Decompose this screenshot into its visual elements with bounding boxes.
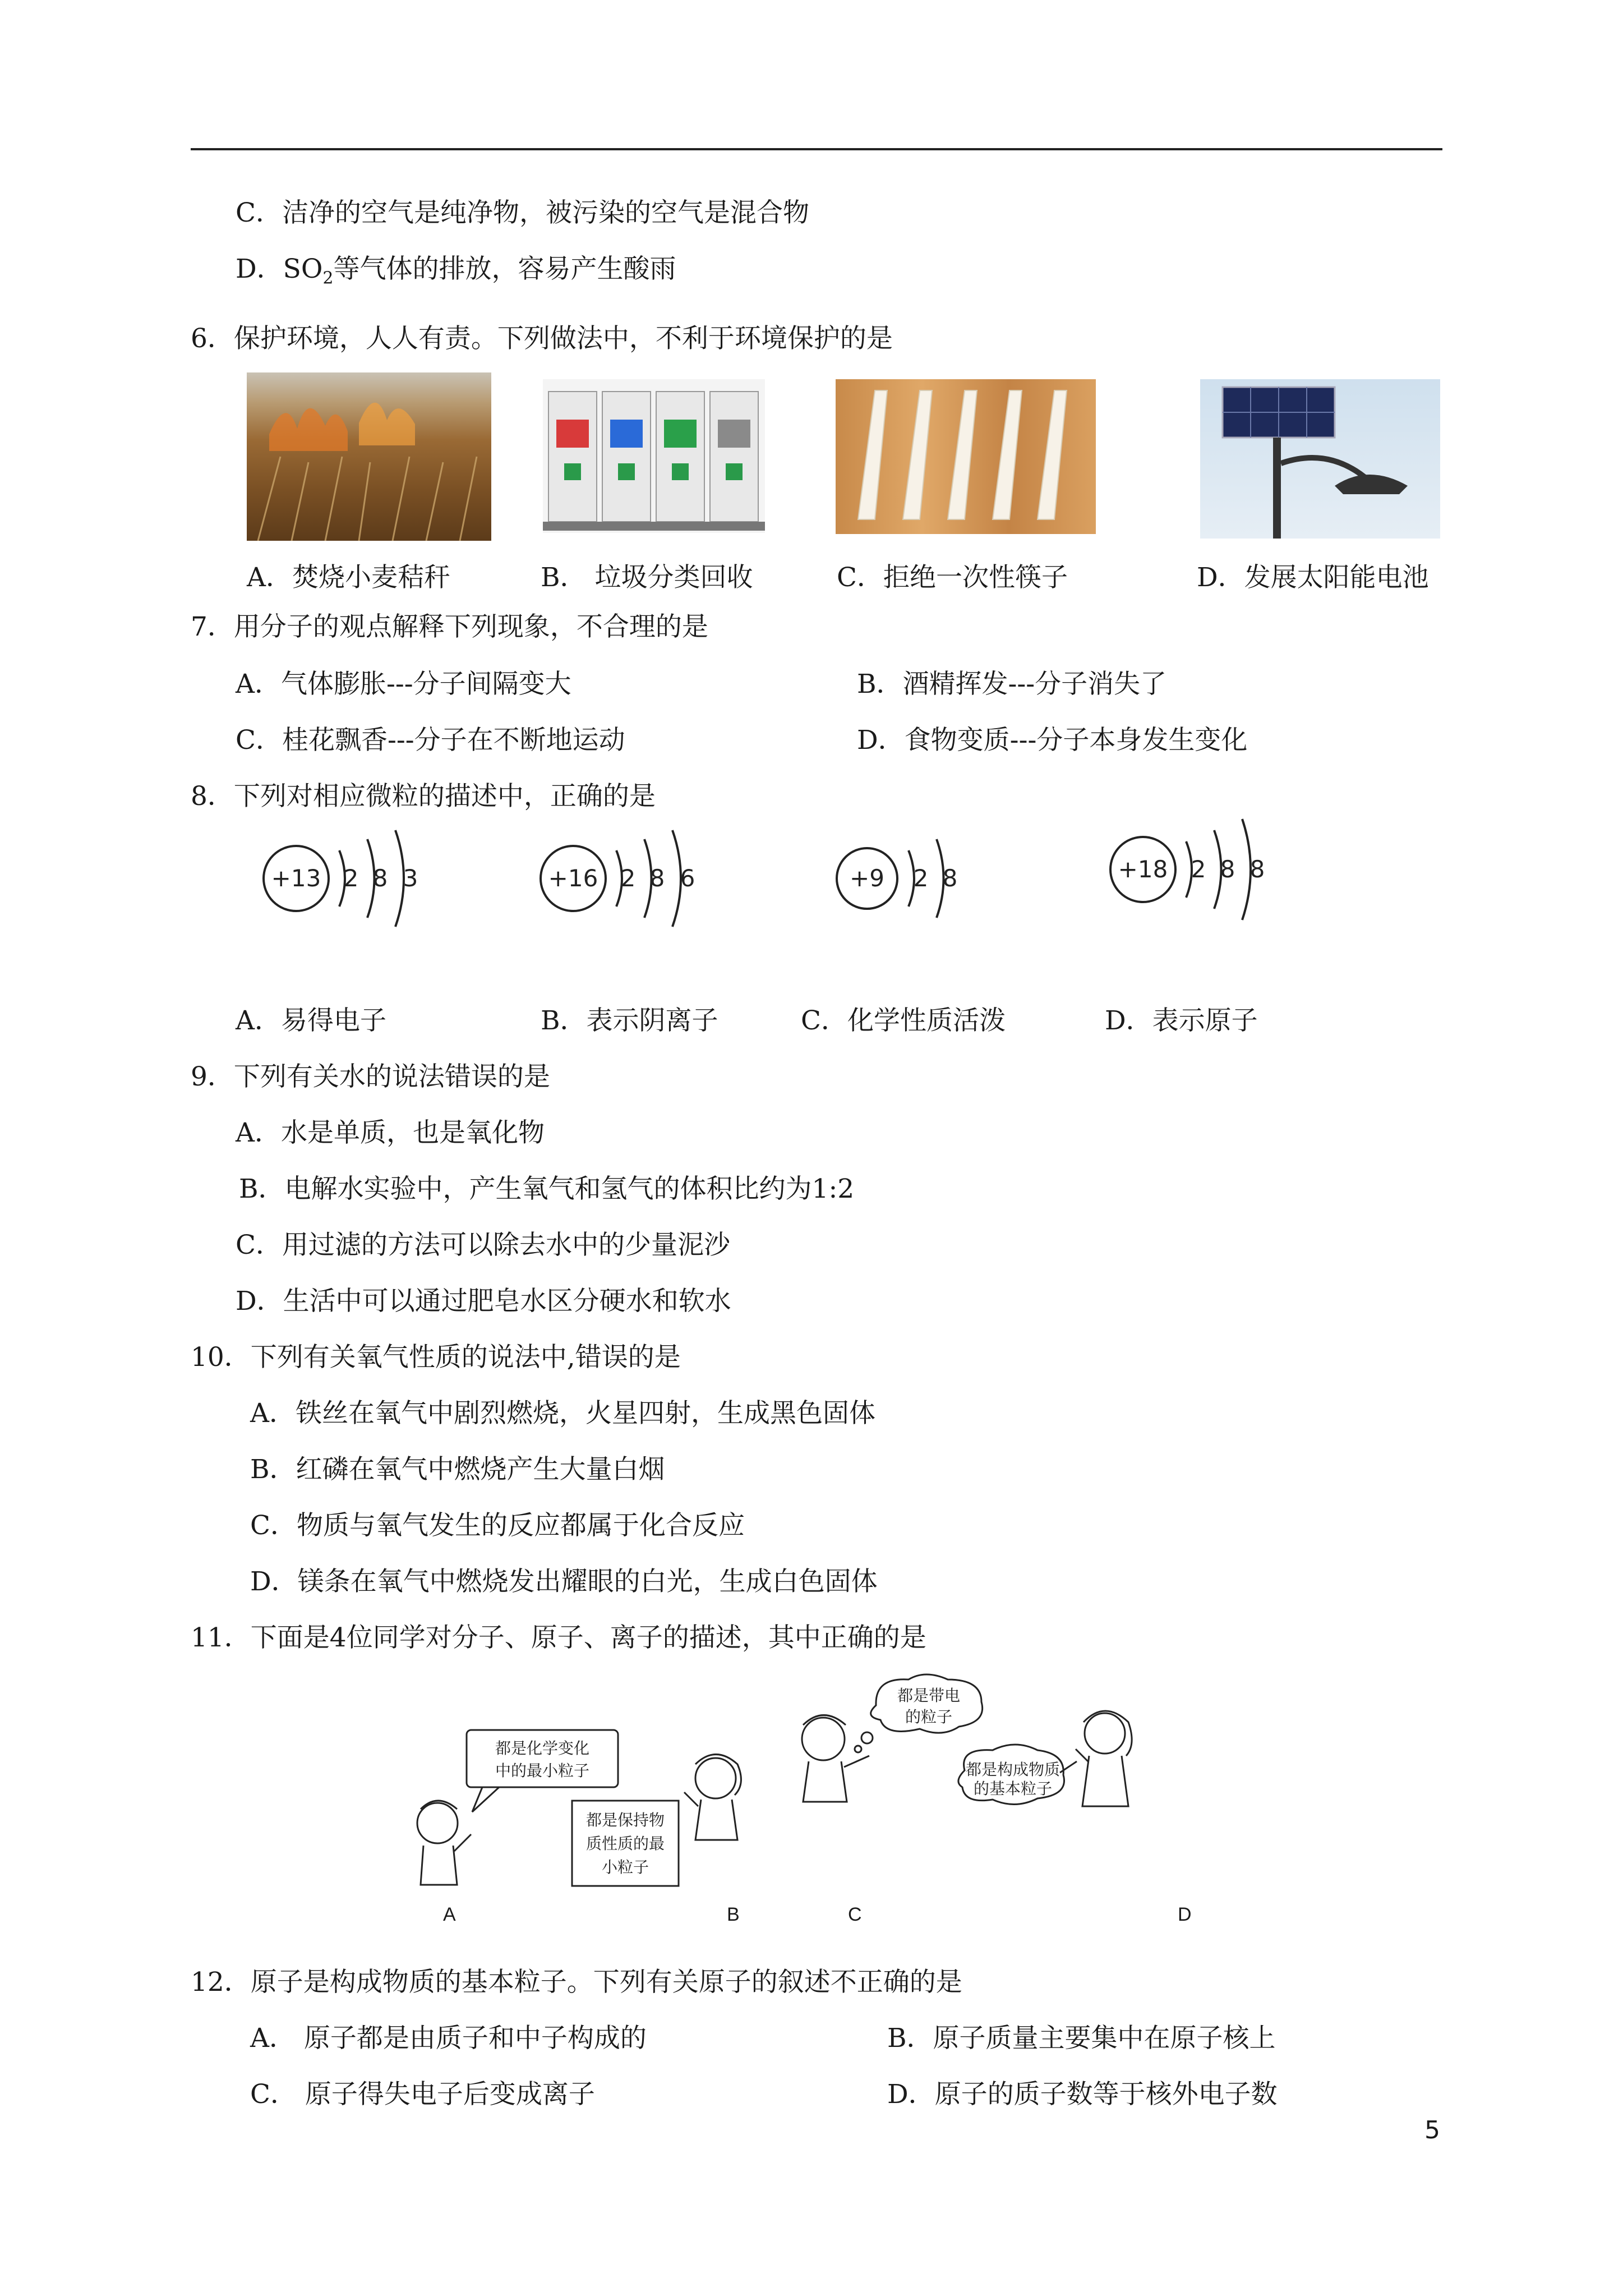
q6-option-b: B． 垃圾分类回收 [541, 562, 753, 593]
atom-c-nucleus: +9 [850, 864, 884, 892]
figure-label-b: B [727, 1904, 740, 1925]
q12-option-a: A． 原子都是由质子和中子构成的 [250, 2023, 647, 2054]
atom-c-shell-1: 2 [913, 864, 929, 892]
atom-b-nucleus: +16 [548, 864, 598, 892]
q9-option-a: A．水是单质，也是氧化物 [236, 1117, 545, 1148]
q8-stem: 8．下列对相应微粒的描述中，正确的是 [191, 781, 656, 812]
q9-stem: 9．下列有关水的说法错误的是 [191, 1061, 550, 1092]
q10-option-c: C．物质与氧气发生的反应都属于化合反应 [250, 1510, 745, 1541]
q12-option-d: D．原子的质子数等于核外电子数 [887, 2079, 1278, 2110]
figure-label-a: A [443, 1904, 456, 1925]
q5-option-d: D．$SO_2$等气体的排放，容易产生酸雨 [236, 254, 676, 288]
q10-option-d: D．镁条在氧气中燃烧发出耀眼的白光，生成白色固体 [250, 1566, 878, 1597]
bubble-a-line-1: 都是化学变化 [495, 1739, 590, 1757]
atom-a-nucleus: +13 [271, 864, 321, 892]
atom-a-shell-3: 3 [403, 864, 418, 892]
bubble-a-line-2: 中的最小粒子 [495, 1761, 590, 1780]
recycling-bins-image [543, 379, 765, 533]
q8-option-c: C．化学性质活泼 [801, 1005, 1006, 1036]
page-number: 5 [1424, 2116, 1440, 2145]
solar-lamp-image [1200, 379, 1440, 539]
q8-option-d: D．表示原子 [1105, 1005, 1258, 1036]
header-rule [191, 148, 1442, 150]
q12-option-b: B．原子质量主要集中在原子核上 [887, 2023, 1276, 2054]
q7-option-a: A．气体膨胀---分子间隔变大 [236, 669, 571, 700]
q6-option-c: C．拒绝一次性筷子 [837, 562, 1068, 593]
atom-d-shell-1: 2 [1191, 855, 1206, 883]
q10-option-b: B．红磷在氧气中燃烧产生大量白烟 [250, 1454, 665, 1485]
q8-option-b: B．表示阴离子 [541, 1005, 718, 1036]
q7-option-c: C．桂花飘香---分子在不断地运动 [236, 725, 625, 756]
q10-option-a: A．铁丝在氧气中剧烈燃烧，火星四射，生成黑色固体 [250, 1398, 875, 1429]
q8-option-a: A．易得电子 [236, 1005, 386, 1036]
chopsticks-image [836, 379, 1096, 534]
q10-stem: 10．下列有关氧气性质的说法中,错误的是 [191, 1342, 681, 1373]
atom-b-shell-1: 2 [620, 864, 636, 892]
bubble-c-line-1: 都是带电 [897, 1686, 961, 1705]
atom-c-shell-2: 8 [942, 864, 958, 892]
q6-option-d: D．发展太阳能电池 [1197, 562, 1429, 593]
student-cartoon-figure [404, 1672, 1256, 1930]
atom-d-shell-3: 8 [1249, 855, 1265, 883]
q7-option-d: D．食物变质---分子本身发生变化 [857, 725, 1248, 756]
bubble-b-line-3: 小粒子 [601, 1858, 649, 1876]
bubble-c-line-2: 的粒子 [905, 1708, 953, 1726]
q9-option-b: B．电解水实验中，产生氧气和氢气的体积比约为1:2 [239, 1174, 855, 1204]
q12-option-c: C． 原子得失电子后变成离子 [250, 2079, 595, 2110]
q6-stem: 6．保护环境，人人有责。下列做法中，不利于环境保护的是 [191, 323, 893, 354]
q11-stem: 11．下面是4位同学对分子、原子、离子的描述，其中正确的是 [191, 1622, 926, 1653]
atom-a-shell-1: 2 [343, 864, 359, 892]
atom-b-shell-2: 8 [649, 864, 665, 892]
figure-label-c: C [848, 1904, 862, 1925]
atom-d-shell-2: 8 [1220, 855, 1235, 883]
q6-option-a: A．焚烧小麦秸秆 [247, 562, 450, 593]
bubble-d-line-2: 的基本粒子 [973, 1779, 1053, 1798]
atom-a-shell-2: 8 [372, 864, 388, 892]
q5-option-c: C．洁净的空气是纯净物，被污染的空气是混合物 [236, 197, 809, 228]
atom-b-shell-3: 6 [680, 864, 695, 892]
burning-straw-image [247, 372, 491, 541]
bubble-b-line-2: 质性质的最 [585, 1834, 665, 1853]
figure-label-d: D [1178, 1904, 1192, 1925]
atom-d-nucleus: +18 [1118, 855, 1168, 883]
q12-stem: 12．原子是构成物质的基本粒子。下列有关原子的叙述不正确的是 [191, 1967, 962, 1998]
q9-option-c: C．用过滤的方法可以除去水中的少量泥沙 [236, 1230, 730, 1260]
bubble-b-line-1: 都是保持物 [585, 1811, 665, 1829]
q7-option-b: B．酒精挥发---分子消失了 [857, 669, 1167, 700]
atom-structure-diagrams [247, 808, 1469, 942]
q9-option-d: D．生活中可以通过肥皂水区分硬水和软水 [236, 1286, 731, 1317]
bubble-d-line-1: 都是构成物质 [965, 1760, 1061, 1779]
q7-stem: 7．用分子的观点解释下列现象，不合理的是 [191, 611, 708, 642]
